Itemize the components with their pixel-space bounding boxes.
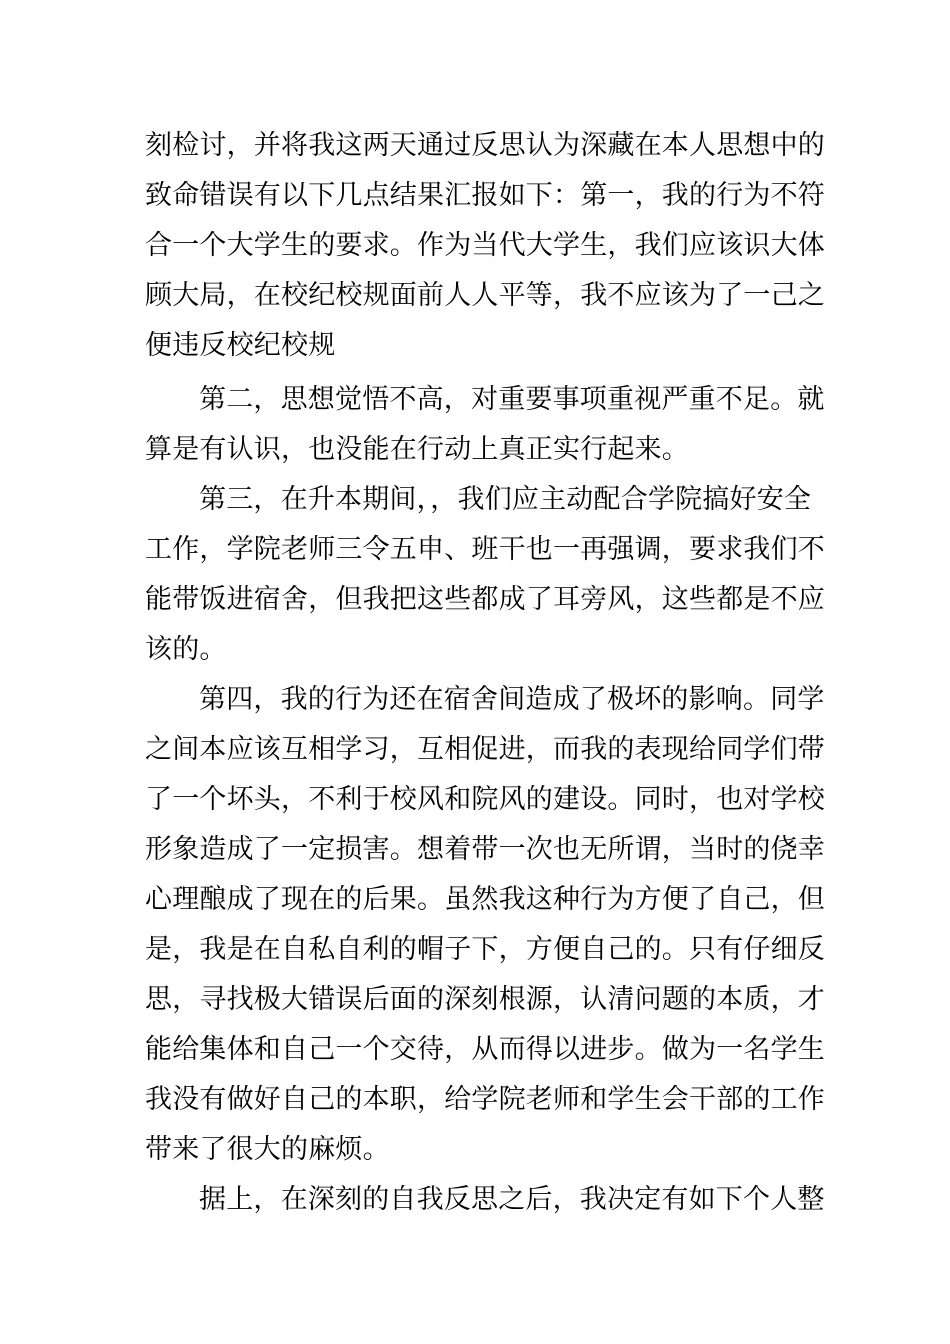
paragraph-start-line: 据上，在深刻的自我反思之后，我决定有如下个人整 (199, 1184, 825, 1215)
text-line: 能给集体和自己一个交待，从而得以进步。做为一名学生 (145, 1034, 825, 1065)
text-line: 致命错误有以下几点结果汇报如下：第一，我的行为不符 (145, 180, 825, 211)
text-line: 之间本应该互相学习，互相促进，而我的表现给同学们带 (145, 734, 825, 765)
text-line: 顾大局，在校纪校规面前人人平等，我不应该为了一己之 (145, 280, 825, 311)
text-line: 工作，学院老师三令五申、班干也一再强调，要求我们不 (145, 534, 825, 565)
text-line: 便违反校纪校规 (145, 330, 336, 361)
text-line: 带来了很大的麻烦。 (145, 1134, 390, 1165)
text-line: 算是有认识，也没能在行动上真正实行起来。 (145, 434, 689, 465)
document-page (145, 127, 825, 1337)
text-line: 能带饭进宿舍，但我把这些都成了耳旁风，这些都是不应 (145, 584, 825, 615)
text-line: 合一个大学生的要求。作为当代大学生，我们应该识大体 (145, 230, 825, 261)
text-line: 是，我是在自私自利的帽子下，方便自己的。只有仔细反 (145, 934, 825, 965)
text-line: 该的。 (145, 634, 227, 665)
text-line: 刻检讨，并将我这两天通过反思认为深藏在本人思想中的 (145, 130, 825, 161)
text-line: 形象造成了一定损害。想着带一次也无所谓，当时的侥幸 (145, 834, 825, 865)
text-line: 我没有做好自己的本职，给学院老师和学生会干部的工作 (145, 1084, 825, 1115)
text-line: 了一个坏头，不利于校风和院风的建设。同时，也对学校 (145, 784, 825, 815)
text-line: 心理酿成了现在的后果。虽然我这种行为方便了自己，但 (145, 884, 825, 915)
text-line: 思，寻找极大错误后面的深刻根源，认清问题的本质，才 (145, 984, 825, 1015)
paragraph-start-line: 第三，在升本期间，，我们应主动配合学院搞好安全 (199, 484, 812, 515)
paragraph-start-line: 第二，思想觉悟不高，对重要事项重视严重不足。就 (199, 384, 825, 415)
paragraph-start-line: 第四，我的行为还在宿舍间造成了极坏的影响。同学 (199, 684, 825, 715)
